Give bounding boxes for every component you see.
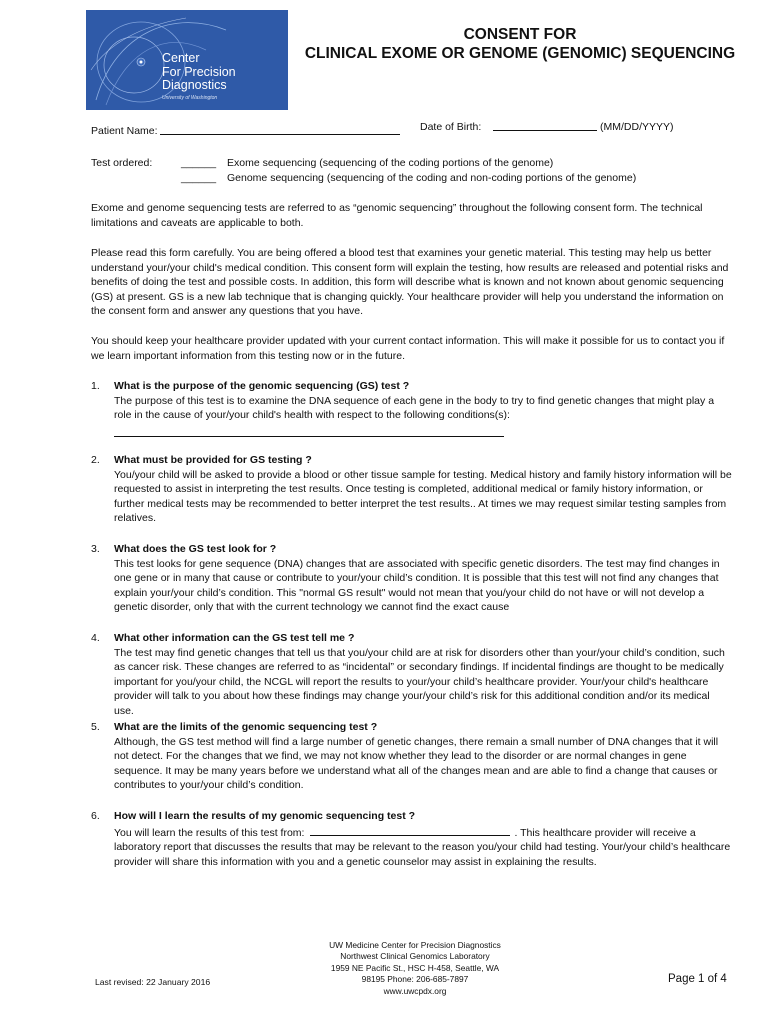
footer-line-2: Northwest Clinical Genomics Laboratory [340, 951, 490, 962]
section-5-heading: What are the limits of the genomic sequencing test ? [114, 721, 378, 733]
section-6-heading: How will I learn the results of my genomic sequencing test ? [114, 810, 416, 822]
section-2-heading: What must be provided for GS testing ? [114, 454, 312, 466]
center-logo [86, 10, 288, 110]
logo-line-2: For Precision [162, 64, 236, 79]
dob-label: Date of Birth: [420, 121, 482, 133]
logo-line-1: Center [162, 51, 200, 65]
exome-checkbox-blank[interactable]: ______ [181, 157, 217, 169]
section-4-body: The test may find genetic changes that tell us that you/your child are at risk for disorders other than your/your child’s condition, such as cancer risk. These changes are referred to as “incidental” or secondary findings. If incidental findings are thought to be medically important for you/your child, the NCGL will report the results to your/your child’s healthcare provider. Your/your child's healthcare provider will talk to you about how these findings may change your/your child’s risk for this additional condition and/or its medical use. [114, 646, 725, 717]
section-3-heading: What does the GS test look for ? [114, 543, 277, 555]
intro-paragraph-2: Please read this form carefully. You are being offered a blood test that examines your genetic material. This testing may help us better understand your/your child's medical condition. This consent form will explain the testing, how results are released and potential risks and benefits of doing the test and possible costs. In addition, this form will describe what is known and not known about genomic sequencing (GS) at present. GS is a new lab technique that is changing quickly. Your healthcare provider will help you understand the information on the consent form and answer any questions that you have. [91, 247, 729, 318]
section-5-body: Although, the GS test method will find a large number of genetic changes, there remain a small number of DNA changes that it will not detect. For the changes that we find, we may not know whether they lead to the disorder or are normal changes in gene sequence. It may be many years before we understand what all of the changes mean and are able to find a change that causes or contributes to your/your child’s condition. [114, 735, 719, 792]
footer-line-5: www.uwcpdx.org [383, 985, 447, 996]
page-number: Page 1 of 4 [668, 973, 727, 985]
section-5-number: 5. [91, 721, 100, 733]
footer-address [250, 940, 580, 997]
conditions-field[interactable] [114, 436, 504, 437]
dob-format: (MM/DD/YYYY) [600, 121, 674, 133]
provider-name-field[interactable] [310, 824, 510, 836]
section-2-body: You/your child will be asked to provide a blood or other tissue sample for testing. Medical history and family history information will be requested to assist in interpreting the test results. Once testing is completed, additional medical or family history information, or further medical tests may be recommended to better interpret the test results.. At times we may request similar testing samples from relatives. [114, 468, 732, 525]
section-1 [114, 379, 732, 423]
last-revised: Last revised: 22 January 2016 [95, 977, 211, 987]
section-6-body-post: . This healthcare provider will receive a laboratory report that discusses the results that may be relevant to the reason you/your child had testing. Your/your child’s healthcare provider will share this information with you and a genetic counselor may assist in explaining the results. [114, 826, 731, 868]
footer-line-1: UW Medicine Center for Precision Diagnostics [329, 940, 501, 950]
logo-wordmark [162, 52, 236, 93]
section-6-body [114, 824, 732, 870]
page-title-line-1: CONSENT FOR [463, 26, 577, 43]
section-4 [114, 631, 732, 719]
genome-checkbox-blank[interactable]: ______ [181, 172, 217, 184]
logo-subtitle: University of Washington [162, 95, 218, 101]
section-6-number: 6. [91, 810, 100, 822]
section-1-number: 1. [91, 380, 100, 392]
genome-option-label: Genome sequencing (sequencing of the coding and non-coding portions of the genome) [227, 172, 637, 184]
patient-name-field[interactable] [160, 134, 400, 135]
dob-field[interactable] [493, 130, 597, 131]
section-2 [114, 453, 732, 526]
section-4-number: 4. [91, 632, 100, 644]
test-ordered-label: Test ordered: [91, 157, 153, 169]
section-3-number: 3. [91, 543, 100, 555]
intro-paragraph-3: You should keep your healthcare provider updated with your current contact information. This will make it possible for us to contact you if we learn important information from this testing now or in the future. [91, 335, 725, 362]
page-title-line-2: CLINICAL EXOME OR GENOME (GENOMIC) SEQUENCING [304, 45, 736, 62]
section-6-body-pre: You will learn the results of this test from: [114, 826, 305, 839]
section-1-heading: What is the purpose of the genomic sequencing (GS) test ? [114, 380, 410, 392]
section-4-heading: What other information can the GS test tell me ? [114, 632, 355, 644]
section-3 [114, 542, 732, 615]
section-5 [114, 720, 732, 793]
section-1-body: The purpose of this test is to examine the DNA sequence of each gene in the body to try to find genetic changes that might play a role in the cause of your/your child's health with respect to the following conditions(s): [114, 394, 715, 422]
exome-option-label: Exome sequencing (sequencing of the coding portions of the genome) [227, 157, 554, 169]
patient-name-label: Patient Name: [91, 125, 158, 137]
section-2-number: 2. [91, 454, 100, 466]
section-3-body: This test looks for gene sequence (DNA) changes that are associated with specific genetic disorders. The test may find changes in one gene or in many that cause or contribute to your/your child’s condition. It is possible that this test will not find any changes that explain your/your child’s condition. This "normal GS result" would not mean that you/your child do not have or will not develop a genetic disorder, only that with the current technology we cannot find the exact cause [114, 557, 720, 614]
footer-line-3: 1959 NE Pacific St., HSC H-458, Seattle, WA [330, 962, 500, 973]
section-6 [114, 809, 732, 869]
intro-paragraph-1: Exome and genome sequencing tests are referred to as “genomic sequencing” throughout the following consent form. The technical limitations and caveats are applicable to both. [91, 202, 703, 229]
footer-line-4: 98195 Phone: 206-685-7897 [361, 974, 469, 985]
logo-line-3: Diagnostics [162, 78, 227, 92]
